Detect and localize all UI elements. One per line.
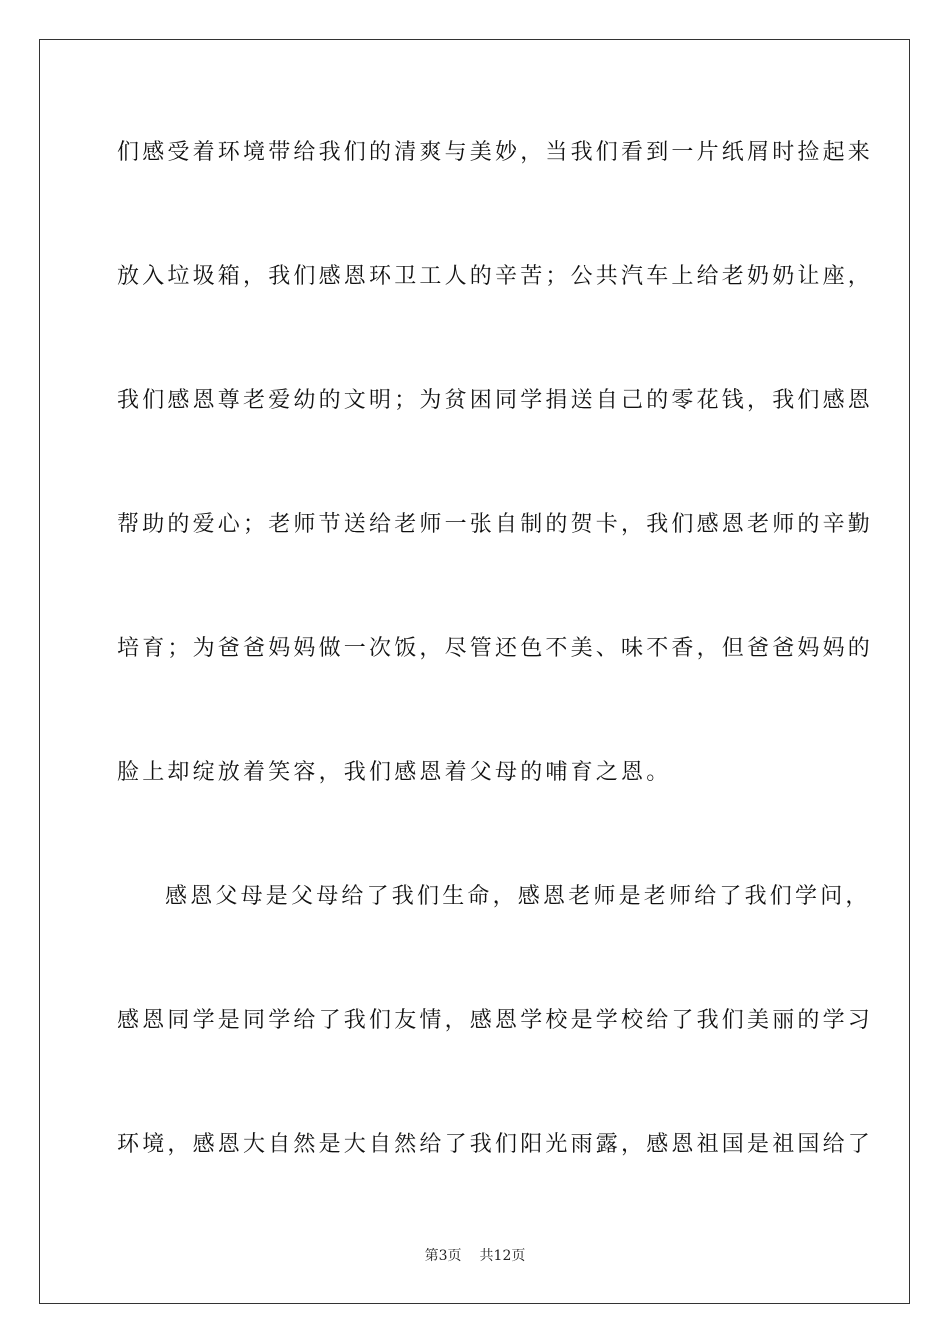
- text-line: 帮助的爱心；老师节送给老师一张自制的贺卡，我们感恩老师的辛勤: [117, 512, 874, 537]
- text-line: 们感受着环境带给我们的清爽与美妙，当我们看到一片纸屑时捡起来: [117, 140, 874, 165]
- page-border: [39, 39, 910, 1304]
- paragraph-first-line: 感恩父母是父母给了我们生命，感恩老师是老师给了我们学问，: [165, 884, 871, 909]
- text-line: 培育；为爸爸妈妈做一次饭，尽管还色不美、味不香，但爸爸妈妈的: [117, 636, 874, 661]
- text-line: 感恩同学是同学给了我们友情，感恩学校是学校给了我们美丽的学习: [117, 1008, 874, 1033]
- text-line: 我们感恩尊老爱幼的文明；为贫困同学捐送自己的零花钱，我们感恩: [117, 388, 874, 413]
- text-line: 环境，感恩大自然是大自然给了我们阳光雨露，感恩祖国是祖国给了: [117, 1132, 874, 1157]
- page-total: 共12页: [479, 1248, 526, 1264]
- page-number: 第3页: [424, 1248, 462, 1264]
- text-line: 脸上却绽放着笑容，我们感恩着父母的哺育之恩。: [117, 760, 672, 785]
- page-footer: [0, 1247, 950, 1265]
- text-line: 放入垃圾箱，我们感恩环卫工人的辛苦；公共汽车上给老奶奶让座，: [117, 264, 874, 289]
